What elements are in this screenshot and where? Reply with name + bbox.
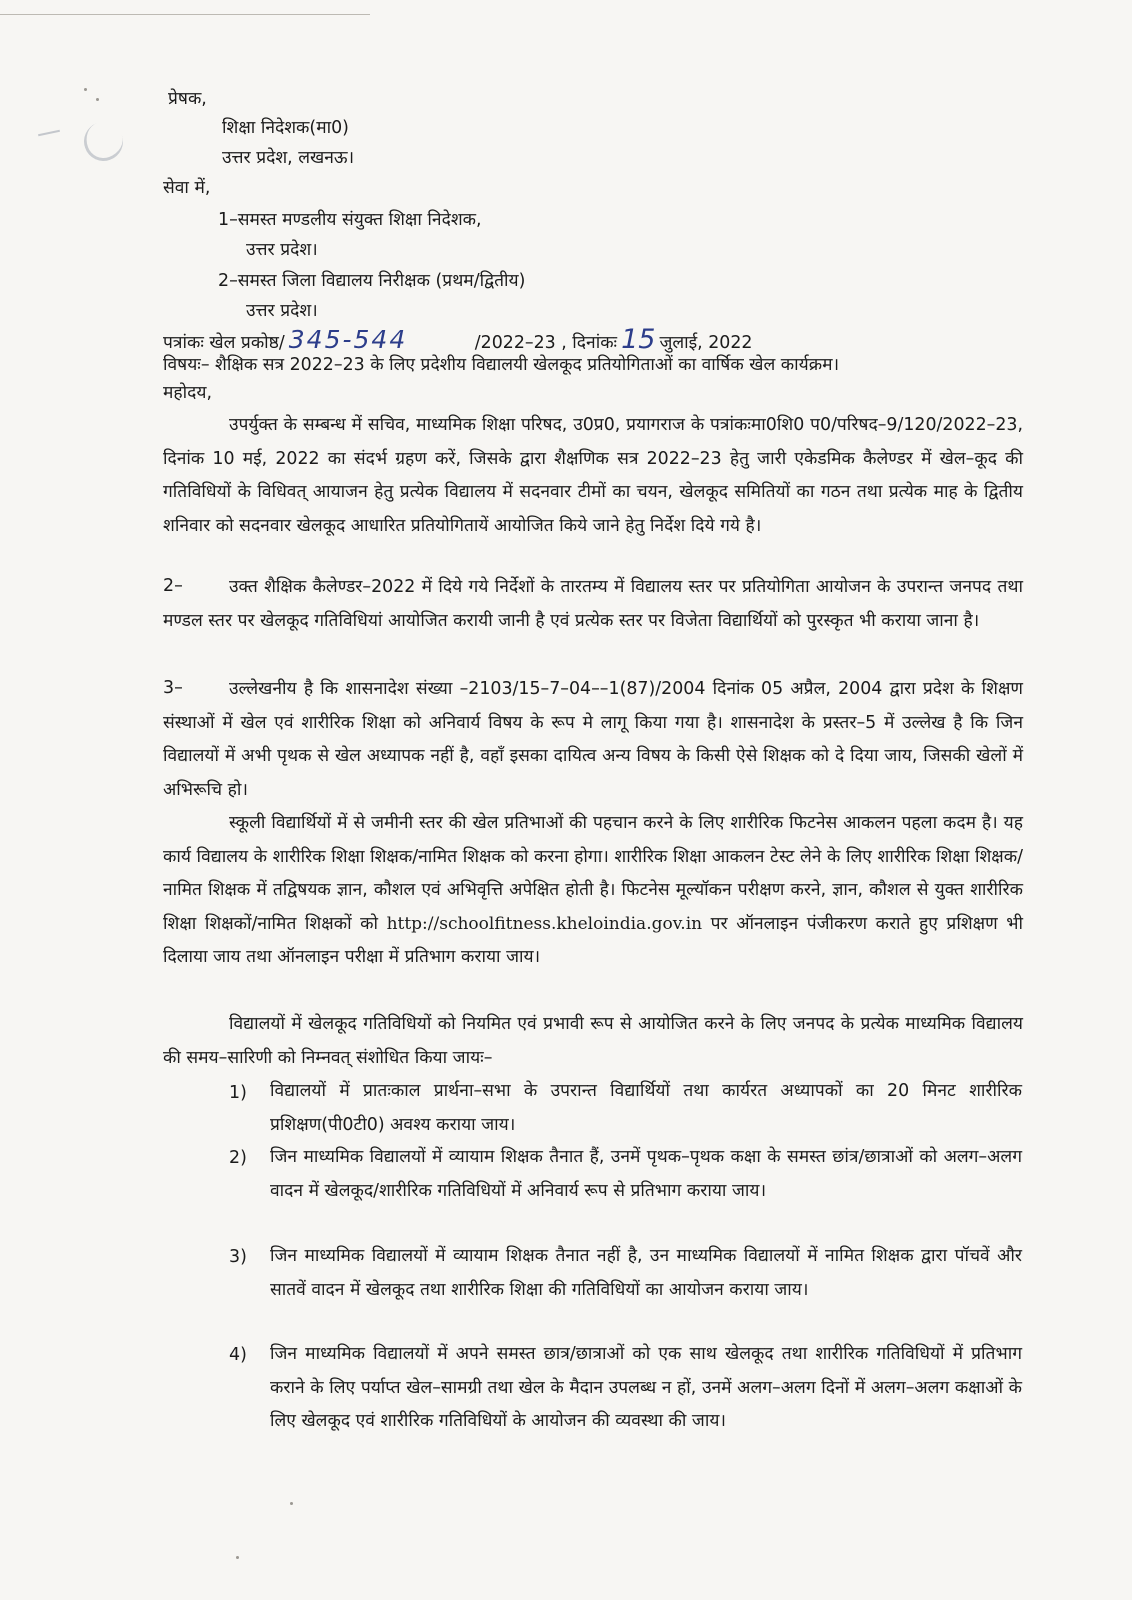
paragraph-3-number: 3– <box>163 678 183 698</box>
paragraph-4-tail: पर ऑनलाइन पंजीकरण कराते हुए प्रशिक्षण भी दिलाया जाय तथा ऑनलाइन परीक्षा में प्रतिभाग कराया जाय। <box>163 913 1023 967</box>
reference-suffix: /2022–23 , दिनांकः <box>474 333 618 353</box>
reference-number-handwritten: 345-544 <box>288 325 408 354</box>
list-item-2: जिन माध्यमिक विद्यालयों में व्यायाम शिक्षक तैनात हैं, उनमें पृथक–पृथक कक्षा के समस्त छांत्र/छात्राओं को अलग–अलग वादन में खेलकूद/शारीरिक गतिविधियों में अनिवार्य रूप से प्रतिभाग कराया जाय। <box>270 1147 1022 1201</box>
reference-month-year: जुलाई, 2022 <box>659 333 753 353</box>
salutation: महोदय, <box>163 383 212 403</box>
list-item-3: जिन माध्यमिक विद्यालयों में व्यायाम शिक्षक तैनात नहीं है, उन माध्यमिक विद्यालयों में नामित शिक्षक द्वारा पॉचवें और सातवें वादन में खेलकूद तथा शारीरिक शिक्षा की गतिविधियों का आयोजन कराया जाय। <box>270 1246 1022 1300</box>
list-item-4: जिन माध्यमिक विद्यालयों में अपने समस्त छात्र/छात्राओं को एक साथ खेलकूद तथा शारीरिक गतिविधियों में प्रतिभाग कराने के लिए पर्याप्त खेल–सामग्री तथा खेल के मैदान उपलब्ध न हों, उनमें अलग–अलग दिनों में अलग–अलग कक्षाओं के लिए खेलकूद एवं शारीरिक गतिविधियों के आयोजन की व्यवस्था की जाय। <box>270 1344 1022 1431</box>
recipient-1-state: उत्तर प्रदेश। <box>246 240 318 260</box>
sender-label: प्रेषक, <box>168 89 207 109</box>
list-item-3-marker: 3) <box>229 1247 247 1267</box>
subject-line: विषयः– शैक्षिक सत्र 2022–23 के लिए प्रदेशीय विद्यालयी खेलकूद प्रतियोगिताओं का वार्षिक खेल कार्यक्रम। <box>163 355 840 375</box>
reference-prefix: पत्रांकः खेल प्रकोष्ठ/ <box>163 333 285 353</box>
reference-line <box>163 324 753 355</box>
list-item-2-marker: 2) <box>229 1148 247 1168</box>
sender-address: उत्तर प्रदेश, लखनऊ। <box>222 148 355 168</box>
paragraph-2: उक्त शैक्षिक कैलेण्डर–2022 में दिये गये निर्देशों के तारतम्य में विद्यालय स्तर पर प्रतियोगिता आयोजन के उपरान्त जनपद तथा मण्डल स्तर पर खेलकूद गतिविधियां आयोजित करायी जानी है एवं प्रत्येक स्तर पर विजेता विद्यार्थियों को पुरस्कृत भी कराया जाना है। <box>163 577 1023 631</box>
paragraph-1: उपर्युक्त के सम्बन्ध में सचिव, माध्यमिक शिक्षा परिषद, उ0प्र0, प्रयागराज के पत्रांकःमा0शि0 प0/परिषद–9/120/2022–23, दिनांक 10 मई, 2022 का संदर्भ ग्रहण करें, जिसके द्वारा शैक्षणिक सत्र 2022–23 हेतु जारी एकेडमिक कैलेण्डर में खेल–कूद की गतिविधियों के विधिवत् आयाजन हेतु प्रत्येक विद्यालय में सदनवार टीमों का चयन, खेलकूद समितियों का गठन तथा प्रत्येक माह के द्वितीय शनिवार को सदनवार खेलकूद आधारित प्रतियोगितायें आयोजित किये जाने हेतु निर्देश दिये गये है। <box>163 415 1023 536</box>
paragraph-2-number: 2– <box>163 576 183 596</box>
paragraph-5: विद्यालयों में खेलकूद गतिविधियों को नियमित एवं प्रभावी रूप से आयोजित करने के लिए जनपद के प्रत्येक माध्यमिक विद्यालय की समय–सारिणी को निम्नवत् संशोधित किया जायः– <box>163 1014 1023 1068</box>
recipient-1: 1–समस्त मण्डलीय संयुक्त शिक्षा निदेशक, <box>218 210 482 230</box>
fitness-portal-url: http://schoolfitness.kheloindia.gov.in <box>386 913 703 934</box>
paragraph-3: उल्लेखनीय है कि शासनादेश संख्या –2103/15–7–04––1(87)/2004 दिनांक 05 अप्रैल, 2004 द्वारा प्रदेश के शिक्षण संस्थाओं में खेल एवं शारीरिक शिक्षा को अनिवार्य विषय के रूप मे लागू किया गया है। शासनादेश के प्रस्तर–5 में उल्लेख है कि जिन विद्यालयों में अभी पृथक से खेल अध्यापक नहीं है, वहाँ इसका दायित्व अन्य विषय के किसी ऐसे शिक्षक को दे दिया जाय, जिसकी खेलों में अभिरूचि हो। <box>163 679 1023 800</box>
paragraph-4 <box>163 807 1023 975</box>
sender-designation: शिक्षा निदेशक(मा0) <box>222 118 349 138</box>
recipient-2: 2–समस्त जिला विद्यालय निरीक्षक (प्रथम/द्वितीय) <box>218 271 526 291</box>
list-item-1: विद्यालयों में प्रातःकाल प्रार्थना–सभा के उपरान्त विद्यार्थियों तथा कार्यरत अध्यापकों का 20 मिनट शारीरिक प्रशिक्षण(पी0टी0) अवश्य कराया जाय। <box>270 1081 1022 1135</box>
list-item-1-marker: 1) <box>229 1083 247 1103</box>
paragraph-4-body: स्कूली विद्यार्थियों में से जमीनी स्तर की खेल प्रतिभाओं की पहचान करने के लिए शारीरिक फिटनेस आकलन पहला कदम है। यह कार्य विद्यालय के शारीरिक शिक्षा शिक्षक/नामित शिक्षक को करना होगा। शारीरिक शिक्षा आकलन टेस्ट लेने के लिए शारीरिक शिक्षा शिक्षक/नामित शिक्षक में तद्विषयक ज्ञान, कौशल एवं अभिवृत्ति अपेक्षित होती है। फिटनेस मूल्यॉकन परीक्षण करने, ज्ञान, कौशल से युक्त शारीरिक शिक्षा शिक्षकों/नामित शिक्षकों को <box>163 813 1023 934</box>
list-item-4-marker: 4) <box>229 1345 247 1365</box>
reference-day-handwritten: 15 <box>621 324 656 355</box>
recipient-label: सेवा में, <box>163 178 211 198</box>
recipient-2-state: उत्तर प्रदेश। <box>246 301 318 321</box>
